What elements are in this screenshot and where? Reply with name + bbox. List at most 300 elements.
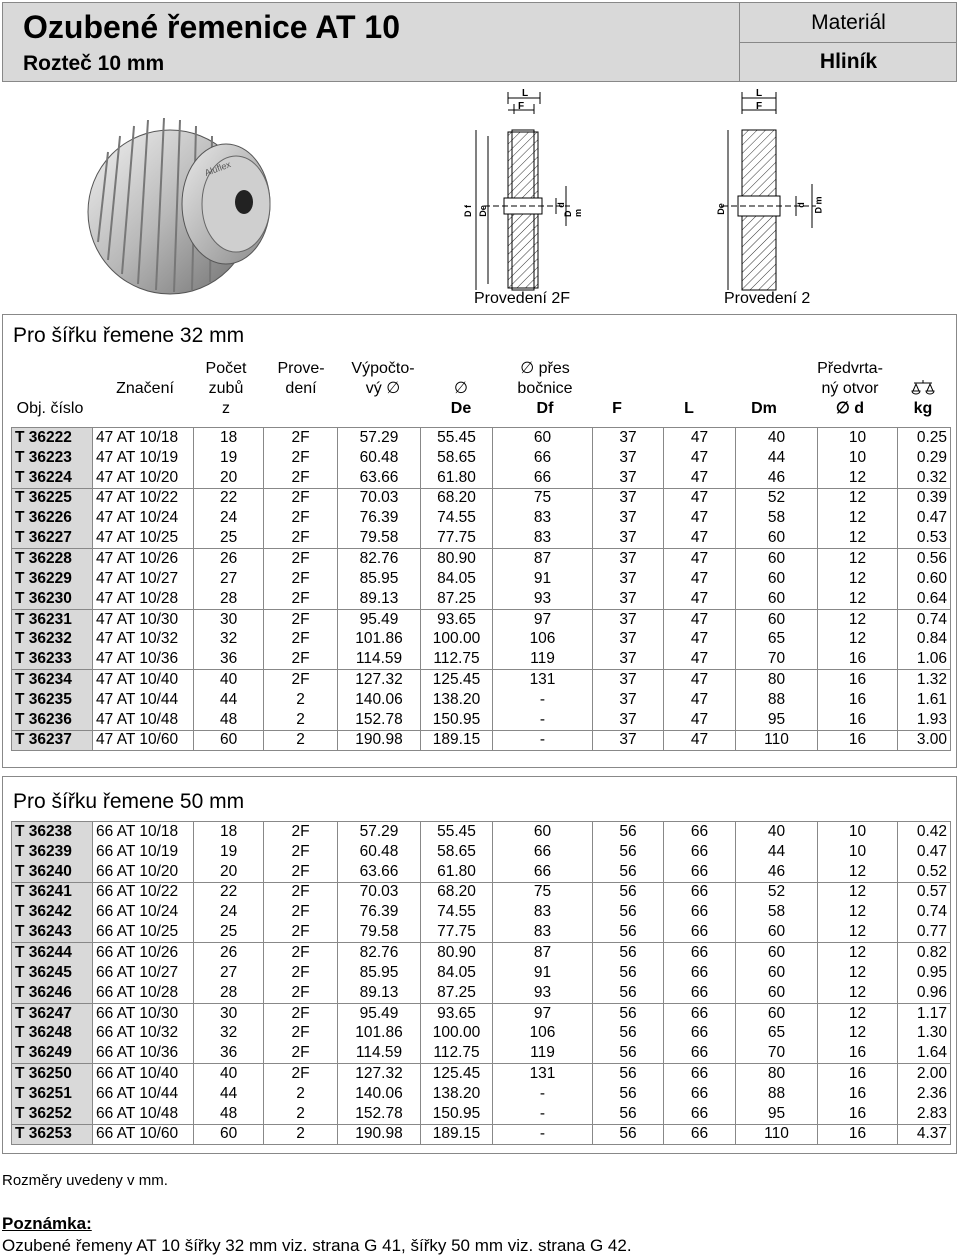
table-cell: 56 <box>593 822 664 842</box>
table-cell: 114.59 <box>338 1044 421 1064</box>
table-cell: 85.95 <box>338 963 421 983</box>
table-row <box>12 508 951 528</box>
table-cell: 12 <box>818 629 898 649</box>
table-cell: 40 <box>194 670 264 690</box>
table-cell: 2.83 <box>898 1104 951 1124</box>
table-cell: 0.56 <box>898 549 951 569</box>
table-row <box>12 1104 951 1124</box>
table-cell: 47 <box>664 569 736 589</box>
table-row <box>12 569 951 589</box>
table-cell: 80 <box>736 1064 818 1084</box>
table-cell: 76.39 <box>338 902 421 922</box>
table-row <box>12 862 951 882</box>
table-row <box>12 1064 951 1084</box>
table-cell: 60 <box>493 822 593 842</box>
table-cell: 18 <box>194 822 264 842</box>
table-cell: 37 <box>593 670 664 690</box>
table-cell: 2.00 <box>898 1064 951 1084</box>
table-cell: 37 <box>593 650 664 670</box>
table-cell: 58.65 <box>421 448 493 468</box>
table-cell: T 36240 <box>12 862 93 882</box>
table-cell: 47 AT 10/18 <box>93 428 194 448</box>
table-cell: 16 <box>818 1064 898 1084</box>
table-cell: 60.48 <box>338 842 421 862</box>
table-cell: T 36244 <box>12 943 93 963</box>
table-cell: 0.57 <box>898 882 951 902</box>
table-cell: 27 <box>194 569 264 589</box>
table-50mm <box>11 821 951 1145</box>
table-cell: 40 <box>736 822 818 842</box>
table-cell: T 36245 <box>12 963 93 983</box>
table-cell: T 36231 <box>12 609 93 629</box>
table-cell: 93 <box>493 589 593 609</box>
table-cell: 66 <box>493 448 593 468</box>
col-dm: Dm <box>751 400 777 417</box>
table-cell: 0.82 <box>898 943 951 963</box>
table-cell: 56 <box>593 1003 664 1023</box>
table-cell: 47 AT 10/60 <box>93 730 194 750</box>
table-cell: 1.93 <box>898 710 951 730</box>
table-cell: 110 <box>736 730 818 750</box>
table-cell: 36 <box>194 1044 264 1064</box>
table-row <box>12 690 951 710</box>
table-cell: 12 <box>818 468 898 488</box>
dim-label-d: d <box>555 202 566 208</box>
table-cell: 28 <box>194 589 264 609</box>
table-cell: 60 <box>736 569 818 589</box>
table-cell: 66 AT 10/25 <box>93 922 194 942</box>
table-cell: 2F <box>264 448 338 468</box>
table-cell: T 36229 <box>12 569 93 589</box>
table-cell: 100.00 <box>421 629 493 649</box>
table-cell: 66 <box>664 1003 736 1023</box>
table-cell: 56 <box>593 1044 664 1064</box>
table-cell: T 36223 <box>12 448 93 468</box>
table-cell: 1.06 <box>898 650 951 670</box>
table-cell: 2 <box>264 1104 338 1124</box>
table-cell: 2F <box>264 842 338 862</box>
table-row <box>12 488 951 508</box>
table-cell: 12 <box>818 882 898 902</box>
table-row <box>12 549 951 569</box>
table-row <box>12 730 951 750</box>
table-cell: 10 <box>818 428 898 448</box>
table-cell: 48 <box>194 710 264 730</box>
material-label: Materiál <box>740 3 957 43</box>
table-cell: 66 AT 10/22 <box>93 882 194 902</box>
table-cell: T 36251 <box>12 1084 93 1104</box>
table-cell: 66 <box>493 468 593 488</box>
table-cell: 30 <box>194 1003 264 1023</box>
table-cell: 60 <box>736 549 818 569</box>
table-cell: 66 AT 10/48 <box>93 1104 194 1124</box>
table-cell: 77.75 <box>421 922 493 942</box>
table-cell: 66 AT 10/18 <box>93 822 194 842</box>
table-row <box>12 822 951 842</box>
table-cell: 12 <box>818 862 898 882</box>
table-cell: 47 AT 10/27 <box>93 569 194 589</box>
table-cell: 91 <box>493 569 593 589</box>
table-cell: 46 <box>736 468 818 488</box>
table-cell: 2F <box>264 609 338 629</box>
table-cell: 74.55 <box>421 508 493 528</box>
table-cell: 56 <box>593 963 664 983</box>
table-cell: 127.32 <box>338 1064 421 1084</box>
table-cell: 12 <box>818 983 898 1003</box>
table-cell: 47 <box>664 609 736 629</box>
table-cell: 56 <box>593 1064 664 1084</box>
table-cell: T 36238 <box>12 822 93 842</box>
table-cell: 84.05 <box>421 963 493 983</box>
table-cell: 47 <box>664 448 736 468</box>
table-cell: T 36243 <box>12 922 93 942</box>
table-cell: 88 <box>736 690 818 710</box>
table-cell: 52 <box>736 882 818 902</box>
table-cell: 190.98 <box>338 730 421 750</box>
table-cell: - <box>493 730 593 750</box>
table-cell: 47 AT 10/36 <box>93 650 194 670</box>
table-cell: 0.47 <box>898 508 951 528</box>
table-cell: 60 <box>736 943 818 963</box>
table-cell: 47 <box>664 730 736 750</box>
table-cell: 95 <box>736 710 818 730</box>
table-cell: 106 <box>493 629 593 649</box>
table-cell: 66 AT 10/26 <box>93 943 194 963</box>
table-cell: 2F <box>264 569 338 589</box>
table-cell: 66 <box>664 1023 736 1043</box>
page-subtitle: Rozteč 10 mm <box>23 52 165 75</box>
table-cell: T 36230 <box>12 589 93 609</box>
table-cell: 93 <box>493 983 593 1003</box>
table-cell: 0.96 <box>898 983 951 1003</box>
table-cell: 18 <box>194 428 264 448</box>
table-row <box>12 1003 951 1023</box>
table-cell: 27 <box>194 963 264 983</box>
table-cell: 0.52 <box>898 862 951 882</box>
table-row <box>12 528 951 548</box>
col-pocet: Počet zubů z <box>205 360 247 417</box>
table-cell: 16 <box>818 670 898 690</box>
table-cell: 47 AT 10/30 <box>93 609 194 629</box>
table-cell: 100.00 <box>421 1023 493 1043</box>
table-cell: 0.74 <box>898 609 951 629</box>
table-cell: 74.55 <box>421 902 493 922</box>
table-cell: 76.39 <box>338 508 421 528</box>
table-cell: T 36250 <box>12 1064 93 1084</box>
table-cell: 1.61 <box>898 690 951 710</box>
table-cell: 47 <box>664 589 736 609</box>
table-cell: 190.98 <box>338 1124 421 1144</box>
table-cell: 66 AT 10/32 <box>93 1023 194 1043</box>
table-cell: 66 <box>664 943 736 963</box>
table-cell: T 36232 <box>12 629 93 649</box>
table-cell: 56 <box>593 902 664 922</box>
table-cell: 56 <box>593 1023 664 1043</box>
table-cell: 2 <box>264 710 338 730</box>
material-block <box>739 3 956 81</box>
table-cell: 60 <box>736 983 818 1003</box>
table-cell: 2 <box>264 730 338 750</box>
table-row <box>12 670 951 690</box>
table-row <box>12 983 951 1003</box>
table-cell: 2F <box>264 922 338 942</box>
table-cell: 57.29 <box>338 428 421 448</box>
table-cell: 2F <box>264 670 338 690</box>
table-cell: 37 <box>593 508 664 528</box>
table-cell: 40 <box>194 1064 264 1084</box>
table-cell: 47 <box>664 549 736 569</box>
table-cell: 12 <box>818 589 898 609</box>
table-cell: 91 <box>493 963 593 983</box>
table-cell: 10 <box>818 842 898 862</box>
table-cell: 80 <box>736 670 818 690</box>
table-cell: 47 <box>664 528 736 548</box>
table-cell: 12 <box>818 488 898 508</box>
table-cell: 131 <box>493 670 593 690</box>
note-text: Ozubené řemeny AT 10 šířky 32 mm viz. strana G 41, šířky 50 mm viz. strana G 42. <box>2 1236 632 1255</box>
table-cell: 0.29 <box>898 448 951 468</box>
table-cell: 44 <box>194 1084 264 1104</box>
table-cell: 1.17 <box>898 1003 951 1023</box>
table-cell: 56 <box>593 983 664 1003</box>
table-cell: 0.32 <box>898 468 951 488</box>
table-row <box>12 609 951 629</box>
table-row <box>12 1023 951 1043</box>
table-cell: 2F <box>264 1064 338 1084</box>
table-cell: 60 <box>736 589 818 609</box>
table-cell: 66 <box>664 1064 736 1084</box>
table-cell: 44 <box>736 448 818 468</box>
table-cell: 93.65 <box>421 1003 493 1023</box>
table-cell: 95.49 <box>338 609 421 629</box>
dim-label-d-2: d <box>795 202 806 208</box>
table-cell: 87.25 <box>421 589 493 609</box>
dim-label-df: D f <box>463 205 473 217</box>
col-predvrtany: Předvrta- ný otvor ∅ d <box>817 360 883 417</box>
table-cell: 66 AT 10/36 <box>93 1044 194 1064</box>
table-cell: 37 <box>593 468 664 488</box>
table-row <box>12 1044 951 1064</box>
table-cell: 56 <box>593 1104 664 1124</box>
table-cell: 61.80 <box>421 862 493 882</box>
table-cell: T 36239 <box>12 842 93 862</box>
table-cell: 56 <box>593 943 664 963</box>
table-cell: 114.59 <box>338 650 421 670</box>
table-cell: 75 <box>493 488 593 508</box>
table-cell: 12 <box>818 1023 898 1043</box>
table-cell: 65 <box>736 629 818 649</box>
table-cell: 2F <box>264 983 338 1003</box>
table-cell: 20 <box>194 862 264 882</box>
table-cell: 66 AT 10/40 <box>93 1064 194 1084</box>
table-cell: 0.64 <box>898 589 951 609</box>
table-cell: 47 AT 10/48 <box>93 710 194 730</box>
table-cell: 56 <box>593 842 664 862</box>
table-cell: T 36235 <box>12 690 93 710</box>
table-cell: 66 <box>664 1124 736 1144</box>
table-cell: 47 AT 10/24 <box>93 508 194 528</box>
table-cell: 19 <box>194 448 264 468</box>
table-cell: 0.84 <box>898 629 951 649</box>
dim-label-dm-2: D m <box>813 196 824 214</box>
table-cell: 47 AT 10/25 <box>93 528 194 548</box>
table-cell: T 36237 <box>12 730 93 750</box>
col-provedeni: Prove- dení <box>277 360 325 397</box>
table-cell: 2 <box>264 1124 338 1144</box>
table-row <box>12 1124 951 1144</box>
table-cell: 119 <box>493 1044 593 1064</box>
table-cell: 22 <box>194 488 264 508</box>
table-cell: 25 <box>194 528 264 548</box>
table-cell: 55.45 <box>421 428 493 448</box>
table-cell: 12 <box>818 902 898 922</box>
table-cell: 140.06 <box>338 1084 421 1104</box>
drawing-provedeni-2 <box>712 90 832 300</box>
table-cell: 2F <box>264 862 338 882</box>
table-cell: T 36234 <box>12 670 93 690</box>
table-cell: T 36247 <box>12 1003 93 1023</box>
table-cell: - <box>493 690 593 710</box>
table-cell: 47 AT 10/40 <box>93 670 194 690</box>
table-cell: 12 <box>818 549 898 569</box>
table-cell: 138.20 <box>421 1084 493 1104</box>
table-cell: 0.39 <box>898 488 951 508</box>
table-cell: 12 <box>818 922 898 942</box>
table-cell: 56 <box>593 862 664 882</box>
table-cell: 112.75 <box>421 650 493 670</box>
table-cell: 150.95 <box>421 1104 493 1124</box>
table-cell: 85.95 <box>338 569 421 589</box>
table-cell: 80.90 <box>421 549 493 569</box>
table-cell: T 36222 <box>12 428 93 448</box>
caption-provedeni-2f: Provedení 2F <box>474 290 571 307</box>
table-cell: 125.45 <box>421 1064 493 1084</box>
table-cell: 60.48 <box>338 448 421 468</box>
table-cell: 58 <box>736 508 818 528</box>
table-cell: T 36236 <box>12 710 93 730</box>
table-cell: T 36253 <box>12 1124 93 1144</box>
table-cell: 0.77 <box>898 922 951 942</box>
table-cell: 2F <box>264 508 338 528</box>
table-cell: 36 <box>194 650 264 670</box>
table-cell: T 36227 <box>12 528 93 548</box>
table-cell: 0.25 <box>898 428 951 448</box>
table-cell: 16 <box>818 710 898 730</box>
table-cell: 101.86 <box>338 1023 421 1043</box>
caption-provedeni-2: Provedení 2 <box>724 290 811 307</box>
table-cell: 119 <box>493 650 593 670</box>
table-cell: 70.03 <box>338 488 421 508</box>
material-value: Hliník <box>819 50 878 73</box>
table-cell: 70 <box>736 650 818 670</box>
table-cell: T 36241 <box>12 882 93 902</box>
table-cell: - <box>493 1104 593 1124</box>
table-cell: 60 <box>736 528 818 548</box>
table-cell: 37 <box>593 488 664 508</box>
dim-label-de: De <box>477 205 488 217</box>
table-cell: 12 <box>818 609 898 629</box>
pulley-photo <box>78 92 278 302</box>
table-cell: - <box>493 710 593 730</box>
drawing-provedeni-2f <box>460 88 583 300</box>
dim-label-dm: D m <box>563 208 583 217</box>
table-cell: 37 <box>593 629 664 649</box>
table-row <box>12 468 951 488</box>
table-cell: T 36224 <box>12 468 93 488</box>
table-cell: 152.78 <box>338 710 421 730</box>
col-obj: Obj. číslo <box>16 400 84 417</box>
table-cell: 24 <box>194 902 264 922</box>
table-cell: 65 <box>736 1023 818 1043</box>
table-cell: 57.29 <box>338 822 421 842</box>
table-cell: 32 <box>194 1023 264 1043</box>
table-cell: 25 <box>194 922 264 942</box>
table-cell: 0.42 <box>898 822 951 842</box>
table-cell: 60 <box>194 1124 264 1144</box>
table-cell: 37 <box>593 589 664 609</box>
table-cell: 61.80 <box>421 468 493 488</box>
table-cell: 60 <box>736 963 818 983</box>
table-cell: 2F <box>264 963 338 983</box>
table-cell: 89.13 <box>338 589 421 609</box>
table-cell: 2F <box>264 528 338 548</box>
table-cell: 125.45 <box>421 670 493 690</box>
table-cell: 2F <box>264 943 338 963</box>
table-cell: 0.74 <box>898 902 951 922</box>
col-znaceni: Značení <box>116 380 174 397</box>
table-cell: 1.64 <box>898 1044 951 1064</box>
table-cell: 2F <box>264 468 338 488</box>
table-cell: 2F <box>264 902 338 922</box>
table-cell: 58 <box>736 902 818 922</box>
table-cell: 37 <box>593 448 664 468</box>
table-cell: 24 <box>194 508 264 528</box>
table-cell: 48 <box>194 1104 264 1124</box>
table-cell: 56 <box>593 882 664 902</box>
page-title: Ozubené řemenice AT 10 <box>23 9 401 45</box>
table-cell: 2 <box>264 1084 338 1104</box>
table-cell: 22 <box>194 882 264 902</box>
table-cell: 56 <box>593 1124 664 1144</box>
table-cell: 189.15 <box>421 730 493 750</box>
table-cell: 16 <box>818 1044 898 1064</box>
table-cell: 2F <box>264 1003 338 1023</box>
table-cell: T 36249 <box>12 1044 93 1064</box>
table-cell: 0.53 <box>898 528 951 548</box>
table-cell: 56 <box>593 922 664 942</box>
table-cell: T 36248 <box>12 1023 93 1043</box>
table-cell: 66 <box>664 882 736 902</box>
table-cell: 66 <box>664 1104 736 1124</box>
table-cell: 2F <box>264 629 338 649</box>
table-cell: 2.36 <box>898 1084 951 1104</box>
table-cell: 20 <box>194 468 264 488</box>
table-cell: 2F <box>264 589 338 609</box>
table-32mm <box>11 427 951 751</box>
table-cell: 47 AT 10/26 <box>93 549 194 569</box>
section-title-50mm: Pro šířku řemene 50 mm <box>13 790 245 813</box>
table-cell: 58.65 <box>421 842 493 862</box>
table-cell: 47 <box>664 670 736 690</box>
dim-label-l-2: L <box>756 88 763 99</box>
dimensions-note: Rozměry uvedeny v mm. <box>2 1172 168 1189</box>
table-cell: 106 <box>493 1023 593 1043</box>
table-cell: 47 <box>664 690 736 710</box>
table-cell: 2F <box>264 549 338 569</box>
table-cell: 66 <box>664 902 736 922</box>
table-cell: 66 <box>493 862 593 882</box>
table-cell: 3.00 <box>898 730 951 750</box>
